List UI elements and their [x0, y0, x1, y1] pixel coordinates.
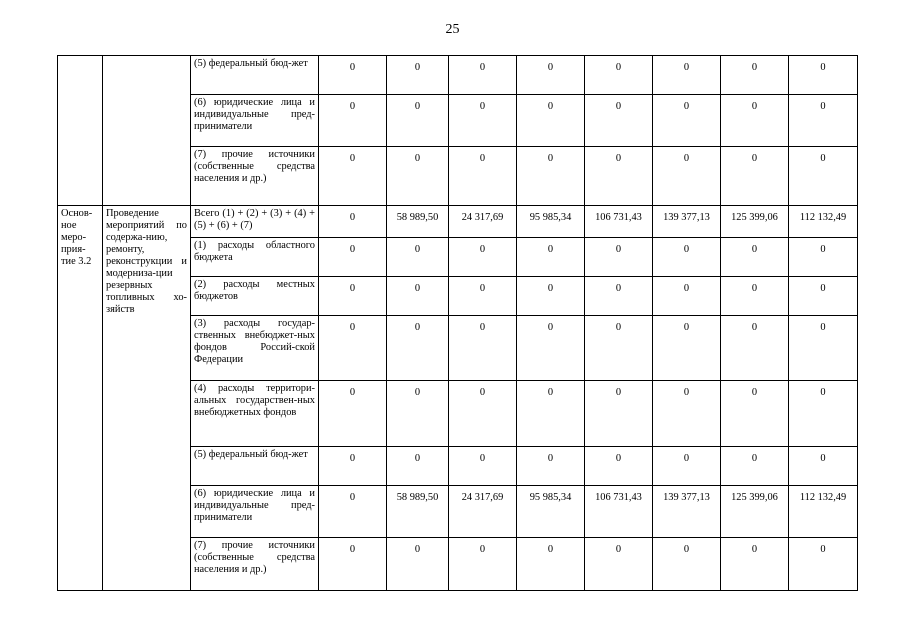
value-cell: 0: [387, 316, 449, 381]
value-cell: 0: [517, 381, 585, 447]
continued-code-cell: [58, 56, 103, 206]
value-cell: 0: [319, 538, 387, 591]
value-cell: 0: [449, 95, 517, 147]
value-cell: 0: [449, 381, 517, 447]
value-cell: 112 132,49: [789, 206, 858, 238]
value-cell: 0: [653, 56, 721, 95]
value-cell: 0: [585, 56, 653, 95]
value-cell: 112 132,49: [789, 486, 858, 538]
value-cell: 0: [721, 277, 789, 316]
value-cell: 0: [449, 147, 517, 206]
value-cell: 0: [585, 381, 653, 447]
value-cell: 0: [789, 381, 858, 447]
value-cell: 0: [789, 95, 858, 147]
funding-source: (3) расходы государ-ственных внебюджет-ных фондов Россий-ской Федерации: [191, 316, 319, 381]
funding-source: (7) прочие источники (собственные средства населения и др.): [191, 538, 319, 591]
value-cell: 0: [517, 277, 585, 316]
value-cell: 0: [319, 238, 387, 277]
value-cell: 0: [319, 56, 387, 95]
value-cell: 0: [789, 538, 858, 591]
value-cell: 0: [585, 316, 653, 381]
value-cell: 0: [789, 147, 858, 206]
value-cell: 0: [653, 381, 721, 447]
value-cell: 0: [789, 447, 858, 486]
value-cell: 0: [585, 147, 653, 206]
value-cell: 0: [449, 56, 517, 95]
value-cell: 0: [653, 95, 721, 147]
value-cell: 0: [789, 56, 858, 95]
value-cell: 0: [387, 447, 449, 486]
value-cell: 0: [449, 538, 517, 591]
funding-source: (6) юридические лица и индивидуальные пред-приниматели: [191, 486, 319, 538]
value-cell: 95 985,34: [517, 206, 585, 238]
value-cell: 0: [387, 538, 449, 591]
funding-source: (6) юридические лица и индивидуальные пред-приниматели: [191, 95, 319, 147]
value-cell: 0: [585, 238, 653, 277]
value-cell: 0: [585, 538, 653, 591]
value-cell: 0: [319, 316, 387, 381]
value-cell: 0: [319, 381, 387, 447]
value-cell: 0: [449, 277, 517, 316]
value-cell: 125 399,06: [721, 206, 789, 238]
value-cell: 0: [653, 277, 721, 316]
value-cell: 0: [387, 381, 449, 447]
value-cell: 0: [319, 147, 387, 206]
value-cell: 0: [721, 95, 789, 147]
value-cell: 0: [789, 316, 858, 381]
activity-name: Проведение мероприятий по содержа-нию, ремонту, реконструкции и модерниза-ции резервных топливных хо-зяйств: [103, 206, 191, 591]
value-cell: 0: [721, 447, 789, 486]
value-cell: 0: [721, 316, 789, 381]
value-cell: 0: [319, 277, 387, 316]
value-cell: 125 399,06: [721, 486, 789, 538]
value-cell: 0: [517, 238, 585, 277]
value-cell: 0: [653, 538, 721, 591]
value-cell: 0: [653, 238, 721, 277]
value-cell: 95 985,34: [517, 486, 585, 538]
table-row: [58, 56, 858, 95]
value-cell: 0: [517, 95, 585, 147]
activity-code: Основ-ное меро-прия-тие 3.2: [58, 206, 103, 591]
budget-table: [57, 55, 858, 591]
value-cell: 58 989,50: [387, 206, 449, 238]
value-cell: 0: [387, 147, 449, 206]
funding-source: (5) федеральный бюд-жет: [191, 447, 319, 486]
value-cell: 0: [653, 316, 721, 381]
funding-source: Всего (1) + (2) + (3) + (4) + (5) + (6) + (7): [191, 206, 319, 238]
value-cell: 139 377,13: [653, 206, 721, 238]
value-cell: 0: [653, 147, 721, 206]
value-cell: 24 317,69: [449, 486, 517, 538]
value-cell: 0: [517, 56, 585, 95]
funding-source: (4) расходы территори-альных государствен-ных внебюджетных фондов: [191, 381, 319, 447]
value-cell: 0: [319, 486, 387, 538]
value-cell: 0: [449, 316, 517, 381]
continued-name-cell: [103, 56, 191, 206]
value-cell: 0: [319, 447, 387, 486]
value-cell: 0: [387, 95, 449, 147]
value-cell: 0: [387, 56, 449, 95]
value-cell: 0: [319, 95, 387, 147]
funding-source: (1) расходы областного бюджета: [191, 238, 319, 277]
value-cell: 0: [387, 238, 449, 277]
value-cell: 58 989,50: [387, 486, 449, 538]
value-cell: 24 317,69: [449, 206, 517, 238]
value-cell: 0: [653, 447, 721, 486]
value-cell: 0: [585, 95, 653, 147]
value-cell: 139 377,13: [653, 486, 721, 538]
value-cell: 0: [387, 277, 449, 316]
value-cell: 0: [517, 316, 585, 381]
funding-source: (5) федеральный бюд-жет: [191, 56, 319, 95]
value-cell: 0: [585, 277, 653, 316]
value-cell: 0: [517, 447, 585, 486]
value-cell: 0: [319, 206, 387, 238]
value-cell: 0: [789, 238, 858, 277]
value-cell: 0: [585, 447, 653, 486]
table-row: [58, 206, 858, 238]
funding-source: (2) расходы местных бюджетов: [191, 277, 319, 316]
funding-source: (7) прочие источники (собственные средства населения и др.): [191, 147, 319, 206]
value-cell: 0: [517, 538, 585, 591]
value-cell: 106 731,43: [585, 206, 653, 238]
value-cell: 0: [721, 147, 789, 206]
value-cell: 0: [789, 277, 858, 316]
value-cell: 0: [721, 56, 789, 95]
value-cell: 0: [721, 238, 789, 277]
value-cell: 106 731,43: [585, 486, 653, 538]
value-cell: 0: [721, 538, 789, 591]
value-cell: 0: [449, 238, 517, 277]
page-number: 25: [445, 22, 460, 37]
value-cell: 0: [721, 381, 789, 447]
value-cell: 0: [517, 147, 585, 206]
value-cell: 0: [449, 447, 517, 486]
